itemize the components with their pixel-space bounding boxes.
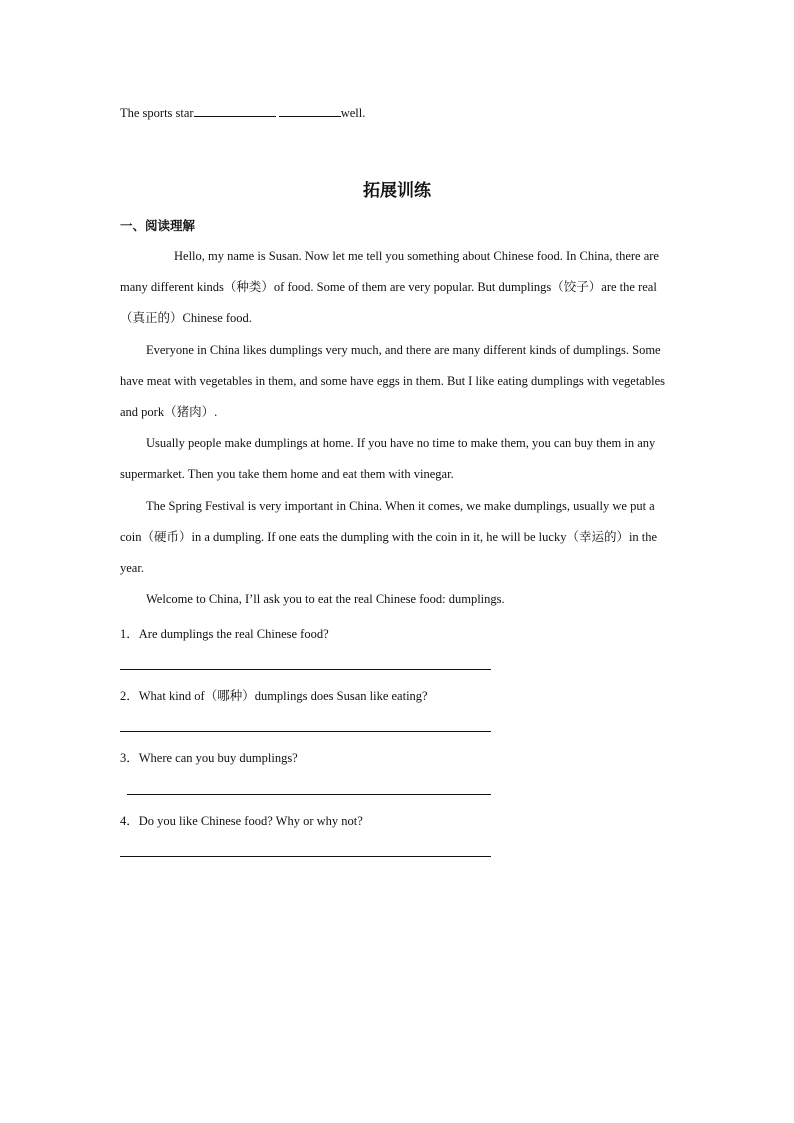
question-2: 2．What kind of（哪种）dumplings does Susan like eating?	[120, 689, 428, 703]
passage-paragraph-4: The Spring Festival is very important in China. When it comes, we make dumplings, usually we put a coin（硬币）in a dumpling. If one eats the dumpling with the coin in it, he will be lucky（幸运的）in the year.	[120, 499, 658, 576]
question-1: 1．Are dumplings the real Chinese food?	[120, 627, 329, 641]
answer-line-1[interactable]	[120, 669, 491, 670]
answer-blank-2[interactable]	[279, 104, 341, 117]
page-title: 拓展训练	[363, 181, 431, 201]
answer-line-3[interactable]	[127, 794, 491, 795]
passage-paragraph-2: Everyone in China likes dumplings very much, and there are many different kinds of dumplings. Some have meat with vegetables in them, and some have eggs in them. But I like eating dumplings with vegetables and pork（猪肉）.	[120, 343, 666, 420]
passage-paragraph-3: Usually people make dumplings at home. If you have no time to make them, you can buy them in any supermarket. Then you take them home and eat them with vinegar.	[120, 436, 656, 482]
passage-paragraph-5: Welcome to China, I’ll ask you to eat the real Chinese food: dumplings.	[146, 592, 505, 606]
answer-line-4[interactable]	[120, 856, 491, 857]
section-heading: 一、阅读理解	[120, 218, 196, 233]
answer-blank-1[interactable]	[194, 104, 276, 117]
sentence-prefix: The sports star	[120, 106, 194, 120]
answer-line-2[interactable]	[120, 731, 491, 732]
fill-in-sentence	[120, 104, 365, 121]
sentence-suffix: well.	[340, 106, 366, 120]
question-3: 3．Where can you buy dumplings?	[120, 751, 298, 765]
passage-paragraph-1: Hello, my name is Susan. Now let me tell you something about Chinese food. In China, there are many different kinds（种类）of food. Some of them are very popular. But dumplings（饺子）are the real（真正的）Chinese food.	[120, 249, 659, 326]
question-4: 4．Do you like Chinese food? Why or why not?	[120, 814, 363, 828]
